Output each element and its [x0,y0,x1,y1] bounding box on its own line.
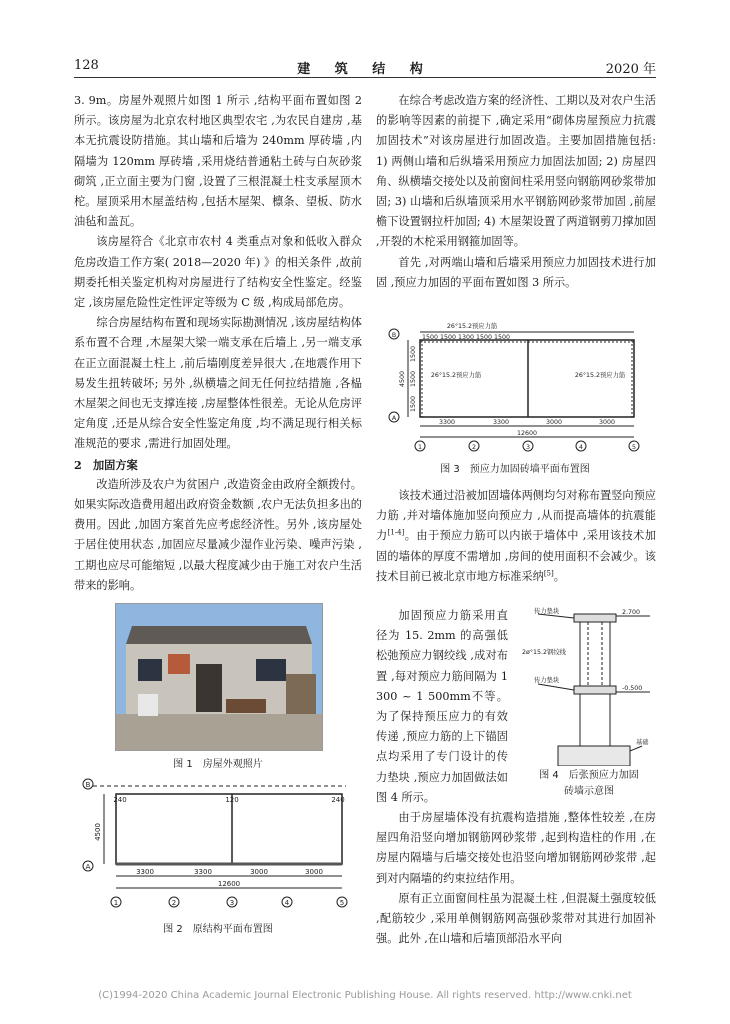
top-dim-5: 1500 [493,334,511,341]
left-column [74,91,362,596]
roof [126,626,312,644]
hanging-cloth [168,654,190,674]
right-column-narrow [376,606,508,808]
header-rule [74,77,656,78]
right-column-middle [376,486,656,587]
span-4: 3000 [598,419,616,426]
house-door [196,664,222,712]
top-bearing-pad [574,614,616,622]
right-prestress-label: 26°15.2预应力筋 [574,372,626,379]
wall-thickness-right: 240 [331,796,345,804]
side-total: 4500 [399,370,406,388]
left-paragraph-1: 3. 9m。房屋外观照片如图 1 所示 ,结构平面布置如图 2 所示。该房屋为北京农村地区典型农宅 ,为农民自建房 ,基本无抗震设防措施。其山墙和后墙为 240mm 厚砖墙 ,内隔墙为 120mm 厚砖墙 ,采用烧结普通粘土砖与白灰砂浆砌筑 ,正立面主要为门窗 ,设置了三根混凝土柱支承屋顶木柁。屋顶采用木屋盖结构 ,包括木屋架、檩条、望板、防水油毡和盖瓦。 [74,94,362,229]
top-dim-3: 1300 [457,334,475,341]
top-prestress-label: 26°15.2预应力筋 [446,323,498,330]
axis-b-label: B [85,781,91,789]
left-paragraph-4: 改造所涉及农户为贫困户 ,改造资金由政府全额拨付。如果实际改造费用超出政府资金数额 ,农户无法负担多出的费用。因此 ,加固方案首先应考虑经济性。另外 ,该房屋处于居住使用状态 ,加固应尽量减少湿作业污染、噪声污染 ,工期也应尽可能缩短 ,以最大程度减少由于施工对农户生活带来的影响。 [74,477,362,592]
axis-1-label: 1 [113,899,119,907]
axis-5-label: 5 [339,899,345,907]
citation-1-4: [1-4] [387,528,405,537]
left-prestress-label: 26°15.2预应力筋 [430,372,482,379]
wall-thickness-inner: 120 [225,796,239,804]
axis-2-label: 2 [171,899,177,907]
axis-a-label: A [391,415,397,422]
figure-4-caption-line-2: 砖墙示意图 [564,786,614,797]
foundation-label: 基础 [636,739,649,746]
strand-label: 2ø°15.2钢绞线 [522,649,566,656]
side-dim-3: 1500 [410,395,417,413]
page-number: 128 [74,58,99,73]
span-2: 3300 [492,419,510,426]
side-dim-1: 1500 [410,345,417,363]
bottom-bearing-pad [574,686,616,694]
top-level-label: 2.700 [622,609,641,616]
figure-4-caption-line-1: 图 4 后张预应力加固 [539,770,639,781]
right-paragraph-5: 由于房屋墙体没有抗震构造措施 ,整体性较差 ,在房屋四角沿竖向增加钢筋网砂浆带 ,起到构造柱的作用 ,在房屋内隔墙与后墙交接处也沿竖向增加钢筋网砂浆带 ,起到对内隔墙的约束拉结作用。 [376,811,656,885]
washing-machine [138,694,158,716]
issue-year: 2020 年 [605,62,656,77]
left-paragraph-3: 综合房屋结构布置和现场实际勘测情况 ,该房屋结构体系布置不合理 ,木屋架大梁一端支承在后墙上 ,另一端支承在正立面混凝土柱上 ,前后墙刚度差异很大 ,在地震作用下易发生扭转破坏; 另外 ,纵横墙之间无任何拉结措施 ,各榀木屋架之间也无支撑连接 ,房屋整体性很差。无论从危房评定角度 ,还是从综合安全性鉴定角度 ,均不满足现行相关标准规范的要求 ,需进行加固处理。 [74,316,362,451]
axis-4-label: 4 [284,899,290,907]
brick-wall [580,616,610,746]
axis-b-label: B [391,332,397,339]
span-1: 3300 [136,868,154,876]
figure-2-caption: 图 2 原结构平面布置图 [163,924,273,935]
top-dim-2: 1500 [439,334,457,341]
left-paragraph-2: 该房屋符合《北京市农村 4 类重点对象和低收入群众危房改造工作方案( 2018—2020 年) 》的相关条件 ,故前期委托相关鉴定机构对房屋进行了结构安全性鉴定。经鉴定 ,该房屋危险性定性评定等级为 C 级 ,构成局部危房。 [74,235,362,310]
courtyard-ground [116,714,322,750]
house-photo [115,603,323,751]
figure-3-plan [384,322,652,452]
right-paragraph-3 [376,486,656,587]
axis-5-label: 5 [631,444,637,451]
bottom-level-label: -0.500 [622,685,643,692]
figure-3-caption: 图 3 预应力加固砖墙平面布置图 [440,464,590,475]
span-3: 3000 [250,868,268,876]
paragraph-3-text-c: 。 [553,569,565,583]
page-header [74,58,656,78]
citation-5: [5] [543,569,554,578]
paragraph-3-text-b: 。由于预应力筋可以内嵌于墙体中 ,采用该技术加固的墙体的厚度不需增加 ,房间的使用面积不会减少。该技术目前已被北京市地方标准采纳 [376,529,656,583]
wall-outline [116,794,345,864]
axis-3-label: 3 [525,444,531,451]
right-paragraph-1: 在综合考虑改造方案的经济性、工期以及对农户生活的影响等因素的前提下 ,确定采用“砌体房屋预应力抗震加固技术”对该房屋进行加固改造。主要加固措施包括: 1) 两侧山墙和后纵墙采用预应力加固法加固; 2) 房屋四角、纵横墙交接处以及前窗间柱采用竖向钢筋网砂浆带加固; 3) 山墙和后纵墙顶采用水平钢筋网砂浆带加固 ,前屋檐下设置钢拉杆加固; 4) 木屋架设置了两道钢剪刀撑加固 ,开裂的木柁采用钢箍加固等。 [376,94,656,249]
paragraph-3-text: 该技术通过沿被加固墙体两侧均匀对称布置竖向预应力筋 ,并对墙体施加竖向预应力 ,从而提高墙体的抗震能力 [376,489,656,543]
figure-4-diagram [518,606,660,766]
top-dim-1: 1500 [421,334,439,341]
top-dim-4: 1500 [475,334,493,341]
axis-a-label: A [85,863,91,871]
wall-thickness-left: 240 [113,796,127,804]
axis-2-label: 2 [471,444,477,451]
figure-2-plan [74,772,364,912]
side-dim-2: 1500 [410,370,417,388]
window-right [256,659,286,681]
span-3: 3000 [545,419,563,426]
top-pad-label: 传力垫块 [534,608,560,615]
woodpile [286,674,316,714]
total-length: 12600 [516,430,538,437]
bottom-pad-label: 传力垫块 [534,677,560,684]
right-column-bottom [376,808,656,949]
span-4: 3000 [305,868,323,876]
right-paragraph-4: 加固预应力筋采用直径为 15. 2mm 的高强低松弛预应力钢绞线 ,成对布置 ,每对预应力筋间隔为 1 300 ~ 1 500mm不等。为了保持预压应力的有效传递 ,预应力筋的上下锚固点均采用了专门设计的传力垫块 ,预应力加固做法如图 4 所示。 [376,609,508,804]
journal-title: 建 筑 结 构 [297,62,433,77]
table [226,699,266,713]
axis-3-label: 3 [229,899,235,907]
section-heading: 2 加固方案 [74,457,138,472]
span-2: 3300 [194,868,212,876]
figure-4-caption [520,768,658,800]
axis-4-label: 4 [578,444,584,451]
span-1: 3300 [438,419,456,426]
depth-dimension: 4500 [94,823,102,841]
bottom-pad-leader [538,684,574,690]
foundation-block [558,746,630,766]
axis-1-label: 1 [417,444,423,451]
copyright-footer: (C)1994-2020 China Academic Journal Electronic Publishing House. All rights reserved. http://www.cnki.net [98,990,632,1001]
figure-1-caption: 图 1 房屋外观照片 [173,759,263,770]
total-length: 12600 [217,880,241,888]
right-paragraph-2: 首先 ,对两端山墙和后墙采用预应力加固技术进行加固 ,预应力加固的平面布置如图 3 所示。 [376,255,656,289]
right-paragraph-6: 原有正立面窗间柱虽为混凝土柱 ,但混凝土强度较低 ,配筋较少 ,采用单侧钢筋网高强砂浆带对其进行加固补强。此外 ,在山墙和后墙顶部沿水平向 [376,891,656,946]
foundation-leader [630,746,642,751]
window-left [138,659,162,681]
right-column-top [376,91,656,293]
